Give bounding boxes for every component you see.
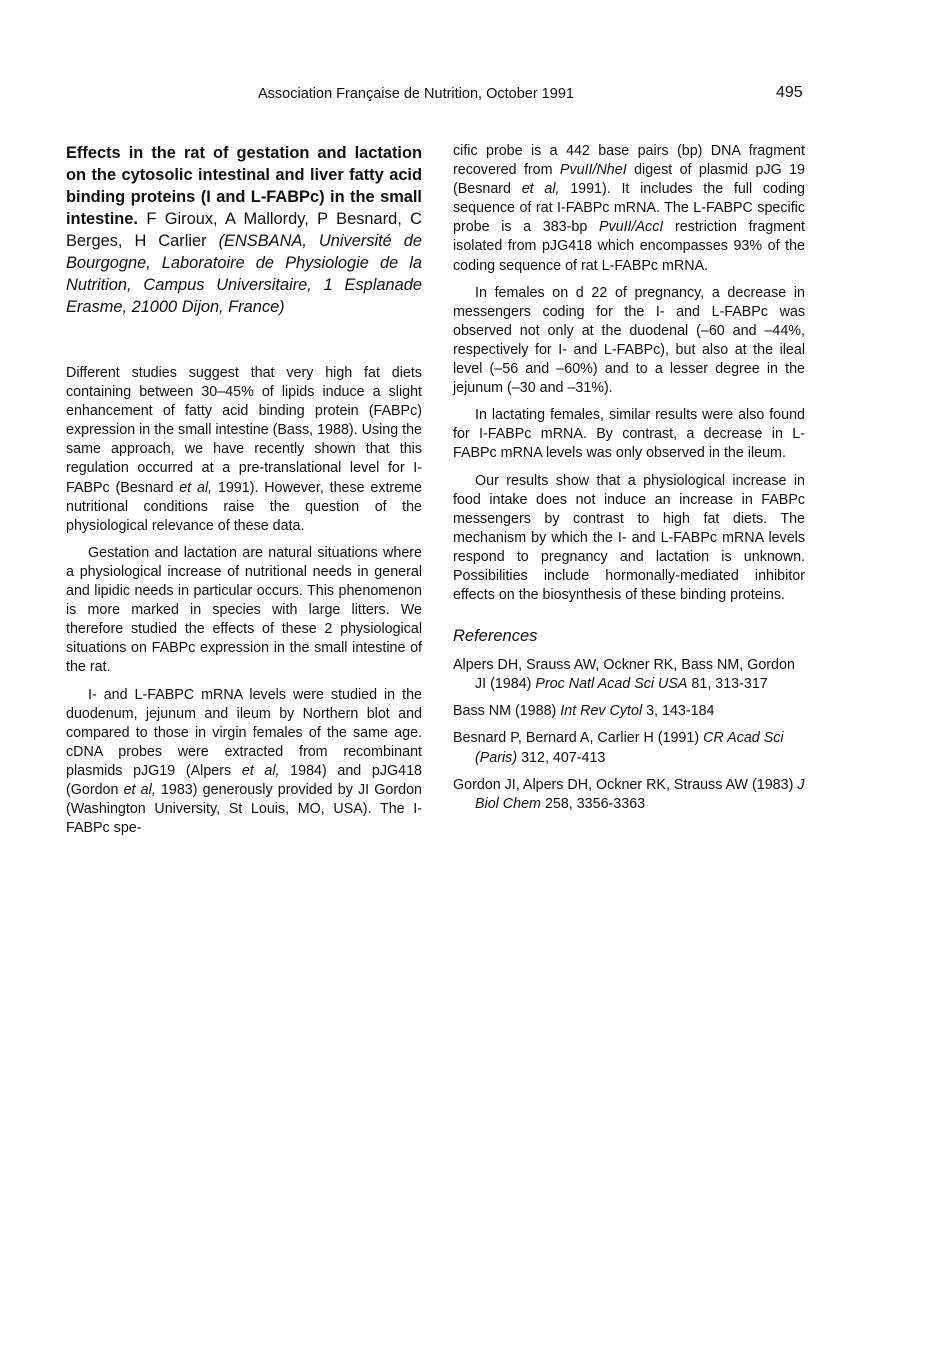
paragraph-intro: Different studies suggest that very high fat diets containing between 30–45% of lipids induce a slight enhancement of fatty acid binding protein (FABPc) expression in the small intestine (Bass, 1988). Using the same approach, we have recently shown that this regulation occurred at a pre-translational level for I-FABPc (Besnard et al, 1991). However, these extreme nutritional conditions raise the question of the physiological relevance of these data. [66, 365, 423, 534]
article-affiliation: (ENSBANA, Université de Bourgogne, Laboratoire de Physiologie de la Nutrition, Campus Universitaire, 1 Esplanade Erasme, 21000 Dijon, France) [66, 232, 423, 316]
reference-item: Alpers DH, Srauss AW, Ockner RK, Bass NM, Gordon JI (1984) Proc Natl Acad Sci USA 81, 313-317 [453, 657, 795, 693]
page-number: 495 [776, 84, 803, 101]
left-column [66, 142, 422, 846]
paragraph-lactation: In lactating females, similar results were also found for I-FABPc mRNA. By contrast, a decrease in L-FABPc mRNA levels was only observed in the ileum. [453, 407, 805, 462]
reference-item: Gordon JI, Alpers DH, Ockner RK, Strauss AW (1983) J Biol Chem 258, 3356-3363 [453, 776, 805, 812]
article-authors: F Giroux, A Mallordy, P Besnard, C Berges, H Carlier [66, 210, 422, 250]
paragraph-gestation: Gestation and lactation are natural situations where a physiological increase of nutritional needs in general and lipidic needs in particular occurs. This phenomenon is more marked in species with large litters. We therefore studied the effects of these 2 physiological situations on FABPc expression in the small intestine of the rat. [66, 544, 422, 676]
reference-item: Besnard P, Bernard A, Carlier H (1991) CR Acad Sci (Paris) 312, 407-413 [453, 730, 784, 766]
paragraph-probes: cific probe is a 442 base pairs (bp) DNA fragment recovered from PvuII/NheI digest of plasmid pJG 19 (Besnard et al, 1991). It includes the full coding sequence of rat I-FABPc mRNA. The L-FABPC specific probe is a 383-bp PvuII/AccI restriction fragment isolated from pJG418 which encompasses 93% of the coding sequence of rat L-FABPc mRNA. [453, 143, 805, 274]
reference-item: Bass NM (1988) Int Rev Cytol 3, 143-184 [453, 703, 715, 720]
right-column [453, 142, 805, 822]
article-title: Effects in the rat of gestation and lactation on the cytosolic intestinal and liver fatty acid binding proteins (I and L-FABPc) in the small intestine. [66, 144, 422, 228]
paragraph-methods: I- and L-FABPC mRNA levels were studied in the duodenum, jejunum and ileum by Northern blot and compared to those in virgin females of the same age. cDNA probes were extracted from recombinant plasmids pJG19 (Alpers et al, 1984) and pJG418 (Gordon et al, 1983) generously provided by JI Gordon (Washington University, St Louis, MO, USA). The I-FABPc spe- [66, 686, 422, 837]
references-heading: References [453, 627, 538, 646]
running-head: Association Française de Nutrition, October 1991 [258, 86, 574, 102]
paragraph-pregnancy: In females on d 22 of pregnancy, a decrease in messengers coding for the I- and L-FABPc was observed not only at the duodenal (–60 and –44%, respectively for I- and L-FABPc), but also at the ileal level (–56 and –60%) and to a lesser degree in the jejunum (–30 and –31%). [453, 284, 805, 397]
paragraph-conclusion: Our results show that a physiological increase in food intake does not induce an increase in FABPc messengers by contrast to high fat diets. The mechanism by which the I- and L-FABPc mRNA levels respond to pregnancy and lactation is unknown. Possibilities include hormonally-mediated inhibitor effects on the biosynthesis of these binding proteins. [453, 472, 805, 604]
article-heading [66, 142, 422, 318]
